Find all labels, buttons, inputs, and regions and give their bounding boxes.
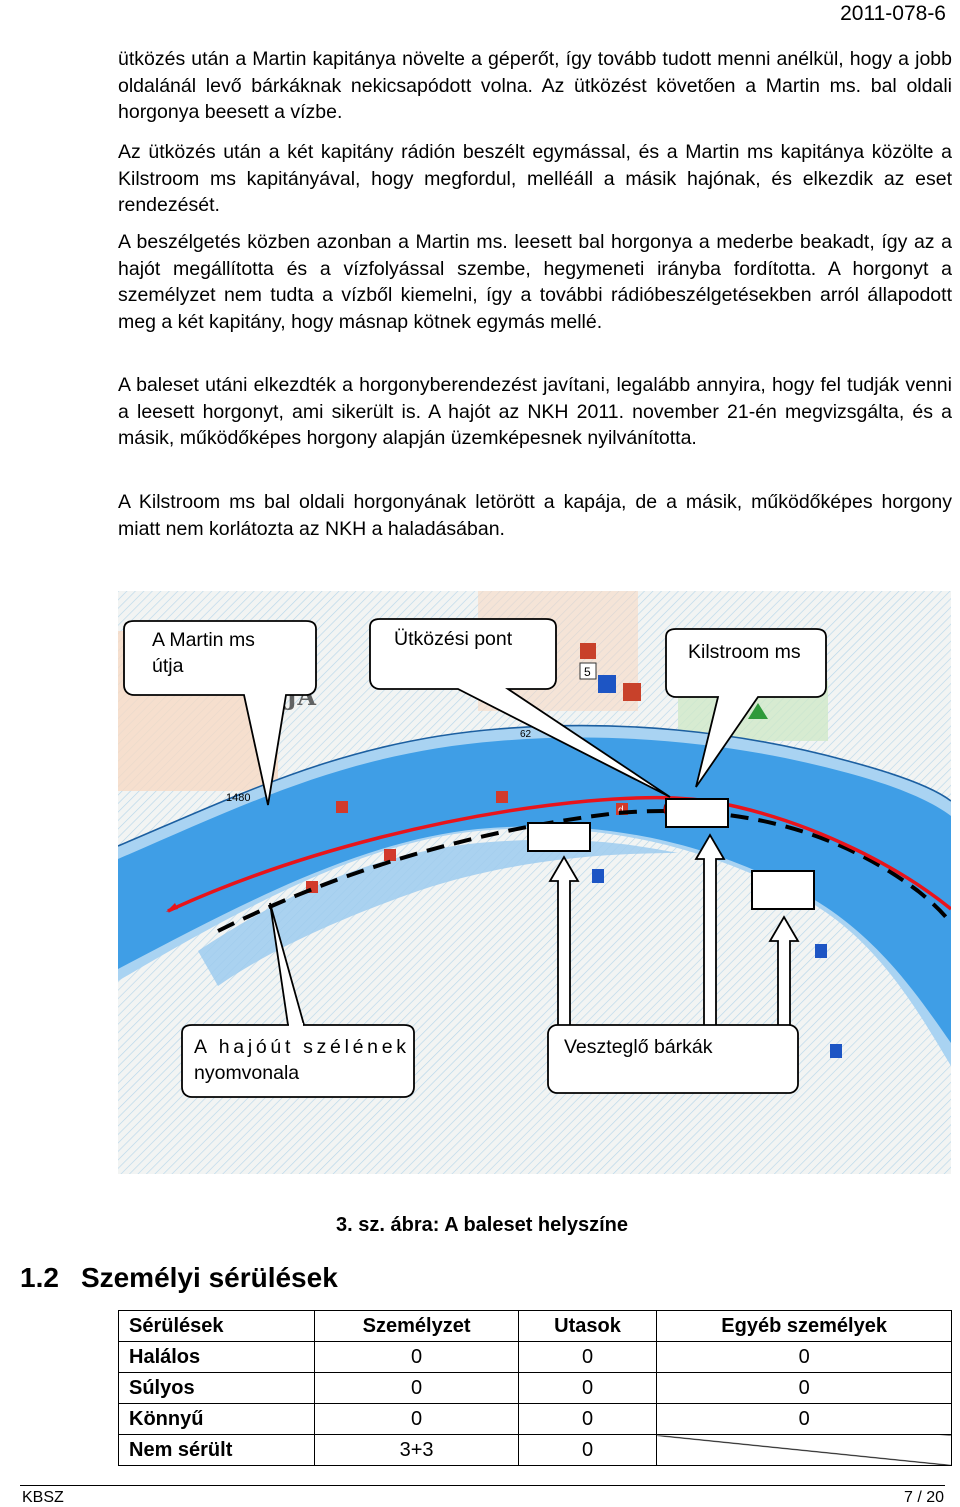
table-row [119, 1342, 952, 1373]
table-row [119, 1435, 952, 1466]
table-row-label: Súlyos [119, 1373, 315, 1404]
barge [666, 799, 728, 827]
table-row-label: Nem sérült [119, 1435, 315, 1466]
barges-callout-label: Veszteglő bárkák [564, 1036, 713, 1058]
barge [528, 823, 590, 851]
martin-callout-line2: útja [152, 655, 184, 677]
section-heading [20, 1262, 338, 1294]
table-cell: 0 [315, 1342, 518, 1373]
table-cell: 3+3 [315, 1435, 518, 1466]
section-number: 1.2 [20, 1262, 59, 1293]
paragraph-5: A Kilstroom ms bal oldali horgonyának letörött a kapája, de a másik, működőképes horgony miatt nem korlátozta az NKH a haladásában. [118, 491, 952, 540]
buoy-letter-label: d [618, 805, 624, 816]
collision-callout-label: Ütközési pont [394, 628, 513, 650]
callout-join-mask [289, 1023, 303, 1027]
page-number: 7 / 20 [903, 1489, 944, 1506]
table-cell: 0 [518, 1404, 656, 1435]
table-row [119, 1404, 952, 1435]
table-cell: 0 [657, 1404, 952, 1435]
red-buoy [496, 791, 508, 803]
injuries-table [118, 1310, 952, 1466]
footer-divider [20, 1485, 945, 1486]
paragraph-1: ütközés után a Martin kapitánya növelte a géperőt, így tovább tudott menni anélkül, hogy a jobb oldalánál levő bárkáknak nekicsapódott volna. Az ütközést követően a Martin ms. bal oldali horgonya beesett a vízbe. [118, 48, 952, 123]
blue-buoy [830, 1044, 842, 1058]
fairway-edge-callout-line1: A hajóút szélének [194, 1036, 406, 1058]
kilstroom-callout-label: Kilstroom ms [688, 641, 801, 663]
table-header-cell: Egyéb személyek [657, 1311, 952, 1342]
blue-buoy [815, 944, 827, 958]
blue-buoy [592, 869, 604, 883]
table-cell: 0 [518, 1373, 656, 1404]
red-buoy [336, 801, 348, 813]
paragraph-2: Az ütközés után a két kapitány rádión beszélt egymással, és a Martin ms kapitánya közölte a Kilstroom ms kapitányával, hogy megfordul, melléáll a másik hajónak, és elkezdik az eset rendezését. [118, 141, 952, 216]
footer-organization: KBSZ [22, 1489, 64, 1506]
river-km-label: 62 [520, 729, 532, 740]
section-title-text: Személyi sérülések [80, 1262, 338, 1293]
figure-caption: 3. sz. ábra: A baleset helyszíne [336, 1214, 628, 1236]
table-row-label: Könnyű [119, 1404, 315, 1435]
km-marker-label: 1480 [226, 792, 251, 804]
table-row [119, 1373, 952, 1404]
document-id: 2011-078-6 [840, 2, 946, 25]
table-cell: 0 [657, 1373, 952, 1404]
table-cell: 0 [518, 1342, 656, 1373]
table-header-cell: Utasok [518, 1311, 656, 1342]
shore-sign-red-1 [580, 643, 596, 659]
paragraph-4: A baleset utáni elkezdték a horgonyberendezést javítani, legalább annyira, hogy fel tudják venni a leesett horgonyt, ami sikerült is. A hajót az NKH 2011. november 21-én megvizsgálta, és a másik, működőképes horgony alapján üzemképesnek nyilvánította. [118, 374, 952, 449]
paragraph-3: A beszélgetés közben azonban a Martin ms. leesett bal horgonya a mederbe beakadt, így az a hajót megállította és a vízfolyással szembe, hegymeneti irányba fordította. A horgonyt a személyzet nem tudta a vízből kiemelni, így a további rádióbeszélgetésekben arról állapodott meg a két kapitány, hogy másnap kötnek egymás mellé. [118, 231, 952, 333]
table-row-label: Halálos [119, 1342, 315, 1373]
red-buoy [384, 849, 396, 861]
table-header-cell: Személyzet [315, 1311, 518, 1342]
shore-sign-number: 5 [584, 665, 591, 679]
table-cell: 0 [315, 1404, 518, 1435]
fairway-edge-callout-line2: nyomvonala [194, 1062, 300, 1084]
table-cell-diagonal [657, 1435, 952, 1466]
table-header-cell: Sérülések [119, 1311, 315, 1342]
shore-sign-red-2 [623, 683, 641, 701]
table-cell: 0 [518, 1435, 656, 1466]
table-cell: 0 [657, 1342, 952, 1373]
accident-map-figure [118, 591, 951, 1174]
table-header-row [119, 1311, 952, 1342]
martin-callout-line1: A Martin ms [152, 629, 255, 651]
shore-sign-blue [598, 675, 616, 693]
table-cell: 0 [315, 1373, 518, 1404]
barge [752, 871, 814, 909]
city-label: JA [286, 682, 316, 711]
